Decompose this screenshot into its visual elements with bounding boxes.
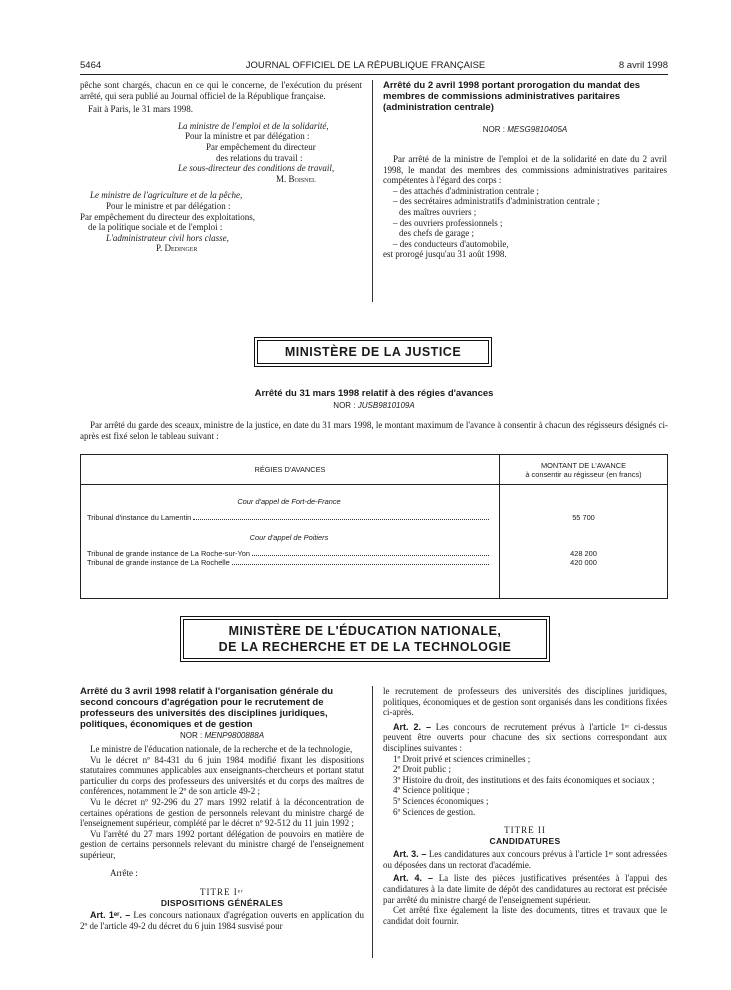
sections-list [383,754,667,818]
education-right-column [383,686,667,926]
nor-label: NOR : [179,731,203,740]
right-top-column [383,80,667,260]
issue-date: 8 avril 1998 [618,60,668,71]
sig1-line2: Pour la ministre et par délégation : [185,131,310,142]
row-label: Tribunal de grande instance de La Rochelle [87,558,230,567]
col-header-montant [500,455,668,485]
article-4-continued: Cet arrêté fixe également la liste des documents, titres et travaux que le candidat doit fournir. [383,905,667,926]
column-divider-bottom [372,686,373,958]
signature-block-1 [80,121,362,185]
arrete-31-mars-title: Arrêté du 31 mars 1998 relatif à des régies d'avances [254,388,494,399]
montant-cell [500,485,668,599]
titre-1: TITRE Iᵉʳ [199,887,244,898]
closing-paragraph: pêche sont chargés, chacun en ce qui le concerne, de l'exécution du présent arrêté, qui sera publié au Journal officiel de la République française. [80,80,362,101]
visa-paragraph: Vu le décret nº 84-431 du 6 juin 1984 modifié fixant les dispositions statutaires communes applicables aux enseignants-chercheurs et portant statut particulier du corps des professeurs des universités et du corps des maîtres de conférences, notamment le 2º de son article 49-2 ; [80,754,364,797]
regies-cell [81,485,500,599]
visa-paragraph: Le ministre de l'éducation nationale, de la recherche et de la technologie, [90,744,353,754]
sig2-line2: Pour le ministre et par délégation : [106,200,231,211]
article-2-label: Art. 2. – [393,721,431,732]
nor-code: JUSB9810109A [357,401,415,410]
journal-title: JOURNAL OFFICIEL DE LA RÉPUBLIQUE FRANÇAISE [245,60,486,71]
table-row [87,549,491,558]
article-3-text: Les candidatures aux concours prévus à l'article 1ᵉʳ sont adressées ou déposées dans un rectorat d'académie. [383,849,667,870]
montant-header-line1: MONTANT DE L'AVANCE [540,460,627,470]
court-poitiers: Cour d'appel de Poitiers [249,533,329,542]
nor-code: MENP9800888A [204,731,265,740]
sig2-line3: Par empêchement du directeur des exploitations, [80,211,255,222]
row-amount: 420 000 [570,558,597,567]
sig1-line5: Le sous-directeur des conditions de travail, [178,163,335,174]
nor-label: NOR : [482,125,505,134]
signature-block-2 [80,190,362,254]
arrete-2-avril-title: Arrêté du 2 avril 1998 portant prorogation du mandat des membres de commissions administratives paritaires (administration centrale) [383,80,641,113]
article-1 [80,910,364,931]
sig1-ministre: La ministre de l'emploi et de la solidarité, [178,120,329,131]
titre-2-subtitle: CANDIDATURES [489,836,561,847]
regies-table [80,454,668,599]
justice-ministry-box: MINISTÈRE DE LA JUSTICE [257,340,489,364]
nor-label: NOR : [333,401,356,410]
titre-1-subtitle: DISPOSITIONS GÉNÉRALES [160,898,284,909]
article-1-text: Les concours nationaux d'agrégation ouverts en application du 2º de l'article 49-2 du décret du 6 juin 1984 susvisé pour [80,910,364,931]
montant-header-line2: à consentir au régisseur (en francs) [525,469,642,479]
corps-item: des chefs de garage ; [399,228,474,239]
section-item: 5º Sciences économiques ; [393,795,489,806]
justice-section [80,388,668,441]
table-row [87,558,491,567]
article-4 [383,873,667,905]
education-ministry-box [183,619,547,659]
row-amount: 55 700 [572,513,595,522]
arrete-3-avril-title: Arrêté du 3 avril 1998 relatif à l'organisation générale du second concours d'agrégation pour le recrutement de professeurs des universités des disciplines juridiques, politiques, économiques et de gestion [80,686,334,730]
education-left-column [80,686,364,931]
nor-line-2 [80,401,668,410]
article-3 [383,849,667,870]
header-rule [80,74,668,75]
row-label: Tribunal de grande instance de La Roche-sur-Yon [87,549,250,558]
court-fort-de-france: Cour d'appel de Fort-de-France [237,497,341,506]
visa-paragraph: Vu le décret nº 92-296 du 27 mars 1992 relatif à la déconcentration de certaines opérations de gestion de personnels relevant du ministre chargé de l'enseignement supérieur, complété par le décret nº 92-512 du 11 juin 1992 ; [80,796,364,829]
corps-list [383,186,667,250]
nor-code: MESG9810405A [507,125,568,134]
row-label: Tribunal d'instance du Lamentin [87,513,192,522]
corps-item: – des ouvriers professionnels ; [393,217,503,228]
nor-line-1 [383,125,667,134]
col-header-regies: RÉGIES D'AVANCES [81,455,500,485]
article-4-text: La liste des pièces justificatives présentées à l'appui des candidatures à la date limite de dépôt des candidatures au rectorat est précisée par arrêté du ministre chargé de l'enseignement supérieur. [383,873,668,905]
corps-item: – des secrétaires administratifs d'administration centrale ; [393,196,600,207]
corps-item: des maîtres ouvriers ; [399,206,477,217]
sig2-ministre: Le ministre de l'agriculture et de la pêche, [90,190,243,201]
visa-paragraph: Vu l'arrêté du 27 mars 1992 portant délégation de pouvoirs en matière de gestion de certains personnels relevant du ministre chargé de l'enseignement supérieur, [80,828,364,860]
sig2-line4: de la politique sociale et de l'emploi : [88,222,223,233]
article-1-label: Art. 1ᵉʳ. – [90,910,131,921]
section-item: 1º Droit privé et sciences criminelles ; [393,753,531,764]
sig2-line5: L'administrateur civil hors classe, [106,232,229,243]
section-item: 6º Sciences de gestion. [393,806,476,817]
sig1-line4: des relations du travail : [216,152,303,163]
section-item: 2º Droit public ; [393,764,452,775]
row-amount: 428 200 [570,549,597,558]
nor-line-3 [80,731,364,740]
education-box-line2: DE LA RECHERCHE ET DE LA TECHNOLOGIE [218,640,512,654]
section-item: 4º Science politique ; [393,785,470,796]
article-2-text: Les concours de recrutement prévus à l'article 1ᵉʳ ci-dessus peuvent être ouverts pour chacune des six sections correspondant aux disciplines suivantes : [383,721,667,753]
arrete-2-avril-intro: Par arrêté de la ministre de l'emploi et de la solidarité en date du 2 avril 1998, le mandat des membres des commissions administratives paritaires compétentes à l'égard des corps : [383,154,667,186]
titre-2: TITRE II [504,825,546,836]
table-row [87,513,491,522]
sig2-name: P. Dedinger [156,243,198,254]
left-top-column [80,80,362,254]
article-4-label: Art. 4. – [393,873,433,884]
corps-item: – des attachés d'administration centrale ; [393,185,539,196]
column-divider-top [372,80,373,302]
section-item: 3º Histoire du droit, des institutions et des faits économiques et sociaux ; [393,774,655,785]
article-2 [383,722,667,754]
corps-item: – des conducteurs d'automobile, [393,238,509,249]
sig1-name: M. Boisnel [276,173,316,184]
education-box-line1: MINISTÈRE DE L'ÉDUCATION NATIONALE, [228,624,502,638]
article-1-continued: le recrutement de professeurs des universités des disciplines juridiques, politiques, économiques et de gestion sont organisés dans les conditions fixées ci-après. [383,686,667,718]
arrete-2-avril-closing: est prorogé jusqu'au 31 août 1998. [383,249,507,260]
fait-line: Fait à Paris, le 31 mars 1998. [88,104,193,115]
justice-paragraph: Par arrêté du garde des sceaux, ministre de la justice, en date du 31 mars 1998, le montant maximum de l'avance à consentir à chacun des régisseurs désignés ci-après est fixé selon le tableau suivant : [80,420,668,441]
page-number: 5464 [80,60,102,71]
arrete-word: Arrête : [110,867,138,878]
article-3-label: Art. 3. – [393,849,427,860]
sig1-line3: Par empêchement du directeur [206,141,316,152]
